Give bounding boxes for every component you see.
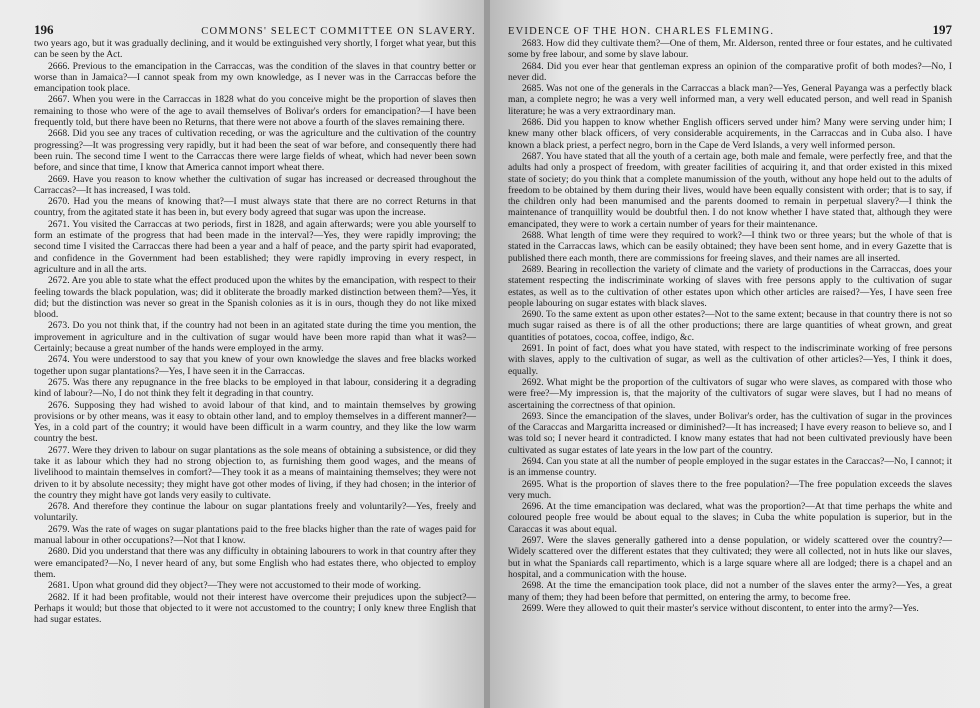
testimony-paragraph: 2669. Have you reason to know whether the cultivation of sugar has increased or decreased throughout the Carraccas?—It has increased, I was told. [34, 173, 476, 196]
left-page-text [34, 38, 476, 625]
testimony-paragraph: 2687. You have stated that all the youth of a certain age, both male and female, were perfectly free, and that the adults had only a prospect of freedom, with greater facilities of acquiring it, and that order existed in this mixed state of society; do you think that a complete manumission of the youth, without any hope held out to the adults of freedom to be obtained by them during their lives, would have been equally consistent with order; that is to say, if the children only had been manumised and the parents doomed to remain in perpetual slavery?—I think the maintenance of tranquillity would be doubtful then. I do not know whether I have stated that, although they were emancipated, they were to work a certain number of years for their maintenance. [508, 150, 952, 230]
testimony-paragraph: 2672. Are you able to state what the effect produced upon the whites by the emancipation, with respect to their feeling towards the black population, was; did it obliterate the broadly marked distinction between them?—Yes, it did; but the distinction was never so great in the Spanish colonies as it is in ours, though they do not like mixed blood. [34, 275, 476, 321]
testimony-paragraph: 2689. Bearing in recollection the variety of climate and the variety of productions in the Carraccas, does your statement respecting the indiscriminate working of slaves with free persons apply to the cultivation of sugar estates, as well as to the cultivation of other estates upon which other articles are raised?—Yes, I have seen free people labouring on sugar estates with black slaves. [508, 263, 952, 309]
testimony-paragraph: 2667. When you were in the Carraccas in 1828 what do you conceive might be the proportion of slaves then remaining to those who were of the age to avail themselves of Bolivar's orders for emancipation?—I have been frequently told, but there have been no Returns, that there were not above a fourth of the slaves remaining there. [34, 94, 476, 129]
testimony-paragraph: 2683. How did they cultivate them?—One of them, Mr. Alderson, rented three or four estates, and he cultivated some by free labour, and some by slave labour. [508, 38, 952, 61]
testimony-paragraph: 2677. Were they driven to labour on sugar plantations as the sole means of obtaining a subsistence, or did they take it as labour which they had no strong objection to, as furnishing them good wages, and the means of livelihood to maintain themselves in comfort?—They took it as a means of maintaining themselves; they were not driven to it by absolute necessity; they might have got other modes of living, if they had chosen; in the interior of the country they might have got lands very easily to cultivate. [34, 444, 476, 501]
testimony-paragraph: 2678. And therefore they continue the labour on sugar plantations freely and voluntarily?—Yes, freely and voluntarily. [34, 501, 476, 524]
left-page-header [34, 22, 476, 38]
right-page-number: 197 [932, 22, 952, 37]
right-page [490, 0, 980, 708]
right-running-head: EVIDENCE OF THE HON. CHARLES FLEMING. [508, 26, 775, 37]
testimony-paragraph: 2680. Did you understand that there was any difficulty in obtaining labourers to work in that country after they were emancipated?—No, I never heard of any, but some English who had estates there, who objected to employ them. [34, 546, 476, 580]
testimony-paragraph: 2688. What length of time were they required to work?—I think two or three years; but the whole of that is stated in the Carraccas laws, which can be easily obtained; they have been sent home, and in every Gazette that is published there each month, there are commissions for freeing slaves, and their names are all inserted. [508, 230, 952, 264]
testimony-paragraph: 2690. To the same extent as upon other estates?—Not to the same extent; because in that country there is not so much sugar raised as there is of all the other productions; there are large quantities of wheat grown, and great quantities of potatoes, cocoa, coffee, indigo, &c. [508, 309, 952, 343]
testimony-paragraph: 2686. Did you happen to know whether English officers served under him? Many were serving under him; I knew many other black officers, of very considerable acquirements, in the Carraccas and in Cuba also. I have known a black priest, a perfect negro, born in the Cape de Verd Islands, a very well informed person. [508, 117, 952, 151]
testimony-paragraph: 2668. Did you see any traces of cultivation receding, or was the agriculture and the cultivation of the country progressing?—It was progressing very rapidly, but it had been the seat of war before, and consequently there had been ruin. The second time I went to the Carraccas there were large fields of wheat, which had never been sown before, and since that time, I know that America cannot import wheat there. [34, 128, 476, 174]
testimony-paragraph: 2684. Did you ever hear that gentleman express an opinion of the comparative profit of both modes?—No, I never did. [508, 60, 952, 83]
testimony-paragraph: 2674. You were understood to say that you knew of your own knowledge the slaves and free blacks worked together upon sugar plantations?—Yes, I have seen it in the Carraccas. [34, 354, 476, 377]
testimony-paragraph: 2671. You visited the Carraccas at two periods, first in 1828, and again afterwards; were you able yourself to form an estimate of the progress that had been made in the interval?—Yes, they were rapidly improving; the second time I visited the Carraccas there had been a year and a half of peace, and the party spirit had evaporated, and confidence in the Government had been established; they were rapidly improving in every respect, in agriculture and in all the arts. [34, 218, 476, 275]
testimony-paragraph: 2696. At the time emancipation was declared, what was the proportion?—At that time perhaps the white and coloured people free would be about equal to the slaves; in Cuba the white population is superior, but in the Caraccas it was about equal. [508, 501, 952, 535]
testimony-paragraph: 2692. What might be the proportion of the cultivators of sugar who were slaves, as compared with those who were free?—My impression is, that the majority of the cultivators of sugar were slaves, but I had no means of ascertaining the correctness of that opinion. [508, 376, 952, 411]
testimony-paragraph: 2679. Was the rate of wages on sugar plantations paid to the free blacks higher than the rate of wages paid for manual labour in other occupations?—Not that I know. [34, 523, 476, 547]
right-page-text [508, 38, 952, 614]
testimony-paragraph: 2670. Had you the means of knowing that?—I must always state that there are no correct Returns in that country, from the agitated state it has been in, but every body agreed that sugar was upon the increase. [34, 196, 476, 219]
testimony-paragraph: 2682. If it had been profitable, would not their interest have overcome their prejudices upon the subject?—Perhaps it would; but those that objected to it were not accustomed to the country; I only knew three English that had sugar estates. [34, 591, 476, 626]
right-page-header [508, 22, 952, 38]
testimony-paragraph: 2691. In point of fact, does what you have stated, with respect to the indiscriminate working of free persons with slaves, apply to the cultivation of sugar, as well as the cultivation of other articles?—Yes, I think it does, equally. [508, 343, 952, 377]
testimony-paragraph: 2694. Can you state at all the number of people employed in the sugar estates in the Caraccas?—No, I cannot; it is an immense country. [508, 455, 952, 479]
testimony-paragraph: 2666. Previous to the emancipation in the Carraccas, was the condition of the slaves in that country better or worse than in Jamaica?—I cannot speak from my own knowledge, as I never was in the Carraccas before the emancipation took place. [34, 60, 476, 95]
testimony-paragraph: two years ago, but it was gradually declining, and it would be extinguished very shortly, I forget what year, but this can be seen by the Act. [34, 38, 476, 61]
left-running-head: COMMONS' SELECT COMMITTEE ON SLAVERY. [201, 26, 476, 37]
testimony-paragraph: 2697. Were the slaves generally gathered into a dense population, or widely scattered over the country?—Widely scattered over the different estates that they cultivated; they were all collected, not in huts like our slaves, but in what the Spaniards call repartimento, which is a large square where all are lodged; there is a chapel and an hospital, and a communication with the house. [508, 535, 952, 580]
testimony-paragraph: 2699. Were they allowed to quit their master's service without discontent, to enter into the army?—Yes. [522, 602, 919, 614]
testimony-paragraph: 2675. Was there any repugnance in the free blacks to be employed in that labour, considering it a degrading kind of labour?—No, I do not think they felt it degrading in that country. [34, 376, 476, 400]
testimony-paragraph: 2673. Do you not think that, if the country had not been in an agitated state during the time you mention, the improvement in agriculture and in the cultivation of sugar would have been more rapid than what it was?—Certainly; because a great number of the hands were employed in the army. [34, 320, 476, 355]
testimony-paragraph: 2695. What is the proportion of slaves there to the free population?—The free population exceeds the slaves very much. [508, 478, 952, 501]
testimony-paragraph: 2698. At the time the emancipation took place, did not a number of the slaves enter the army?—Yes, a great many of them; they had been before that permitted, on entering the army, to become free. [508, 580, 952, 603]
left-page-number: 196 [34, 22, 54, 37]
testimony-paragraph: 2681. Upon what ground did they object?—They were not accustomed to their mode of working. [48, 580, 421, 592]
testimony-paragraph: 2685. Was not one of the generals in the Carraccas a black man?—Yes, General Payanga was a perfectly black man, a complete negro; he was a very well informed man, a very well educated person, and well read in Spanish literature; he was a very extraordinary man. [508, 83, 952, 117]
testimony-paragraph: 2693. Since the emancipation of the slaves, under Bolivar's order, has the cultivation of sugar in the provinces of the Caraccas and Margaritta increased or diminished?—It has increased; I have every reason to believe so, and I was told so; I never heard it contradicted. I know many estates that had not been cultivated previously have been cultivated as sugar estates of late years in the low part of the country. [508, 410, 952, 456]
testimony-paragraph: 2676. Supposing they had wished to avoid labour of that kind, and to maintain themselves by growing provisions or by other means, was it easy to obtain other land, and to employ themselves in a different manner?—Yes, in a cold part of the country; it would have been difficult in a warm country, and they like the low warm country the best. [34, 399, 476, 445]
